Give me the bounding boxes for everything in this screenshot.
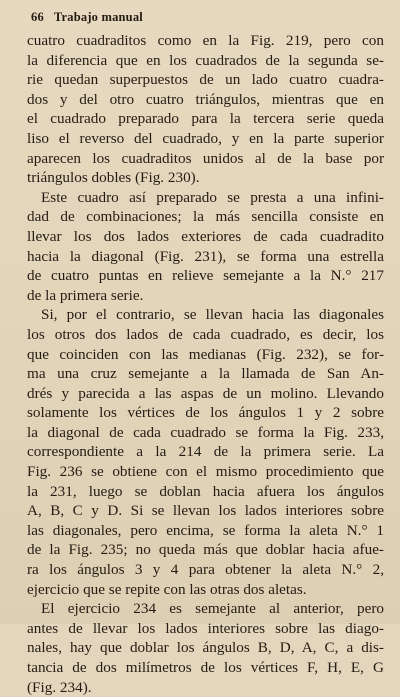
text-line: liso el reverso del cuadrado, y en la parte superior	[27, 129, 384, 147]
text-line: ra los ángulos 3 y 4 para obtener la aleta N.° 2,	[27, 561, 384, 579]
text-line: rie quedan superpuestos de un lado cuatro cuadra-	[27, 71, 384, 89]
text-line: triángulos dobles (Fig. 230).	[27, 169, 200, 187]
text-line: la diferencia que en los cuadrados de la segunda se-	[27, 51, 384, 69]
text-line: las diagonales, pero encima, se forma la aleta N.° 1	[27, 521, 384, 539]
text-line: (Fig. 234).	[27, 678, 92, 696]
text-line: la 231, luego se doblan hacia afuera los ángulos	[27, 482, 384, 500]
text-line: drés y parecida a las aspas de un molino. Llevando	[27, 384, 384, 402]
text-line: aparecen los cuadraditos unidos al de la base por	[27, 149, 384, 167]
text-line: el cuadrado preparado para la tercera serie queda	[27, 110, 384, 128]
text-line: ma una cruz semejante a la llamada de San An-	[27, 365, 384, 383]
running-header	[31, 10, 143, 25]
text-line: A, B, C y D. Si se llevan los lados interiores sobre	[27, 502, 384, 520]
text-line: de la primera serie.	[27, 286, 144, 304]
text-line: hacia la diagonal (Fig. 231), se forma una estrella	[27, 247, 384, 265]
page-number: 66	[31, 10, 44, 24]
text-line: solamente los vértices de los ángulos 1 y 2 sobre	[27, 404, 384, 422]
text-line: de la Fig. 235; no queda más que doblar hacia afue-	[27, 541, 384, 559]
text-line: ejercicio que se repite con las otras dos aletas.	[27, 580, 307, 598]
text-line: Este cuadro así preparado se presta a una infini-	[41, 188, 384, 206]
text-line: antes de llevar los lados interiores sobre las diago-	[27, 619, 384, 637]
text-line: cuatro cuadraditos como en la Fig. 219, pero con	[27, 32, 384, 49]
text-line: El ejercicio 234 es semejante al anterior, pero	[41, 600, 384, 618]
body-text	[27, 31, 384, 697]
text-line: Si, por el contrario, se llevan hacia las diagonales	[41, 306, 384, 324]
text-line: los otros dos lados de cada cuadrado, es decir, los	[27, 325, 384, 343]
text-line: llevar los dos lados exteriores de cada cuadradito	[27, 227, 384, 245]
text-line: la diagonal de cada cuadrado se forma la Fig. 233,	[27, 423, 384, 441]
text-line: Fig. 236 se obtiene con el mismo procedimiento que	[27, 463, 384, 481]
text-line: dad de combinaciones; la más sencilla consiste en	[27, 208, 384, 226]
text-line: correspondiente a la 214 de la primera serie. La	[27, 443, 384, 461]
text-line: dos y del otro cuatro triángulos, mientras que en	[27, 90, 384, 108]
text-line: que coinciden con las medianas (Fig. 232), se for-	[27, 345, 384, 363]
text-line: de cuatro puntas en relieve semejante a la N.° 217	[27, 267, 384, 285]
text-line: nales, hay que doblar los ángulos B, D, A, C, a dis-	[27, 639, 384, 657]
text-line: tancia de dos milímetros de los vértices F, H, E, G	[27, 659, 384, 676]
running-title: Trabajo manual	[53, 10, 143, 24]
